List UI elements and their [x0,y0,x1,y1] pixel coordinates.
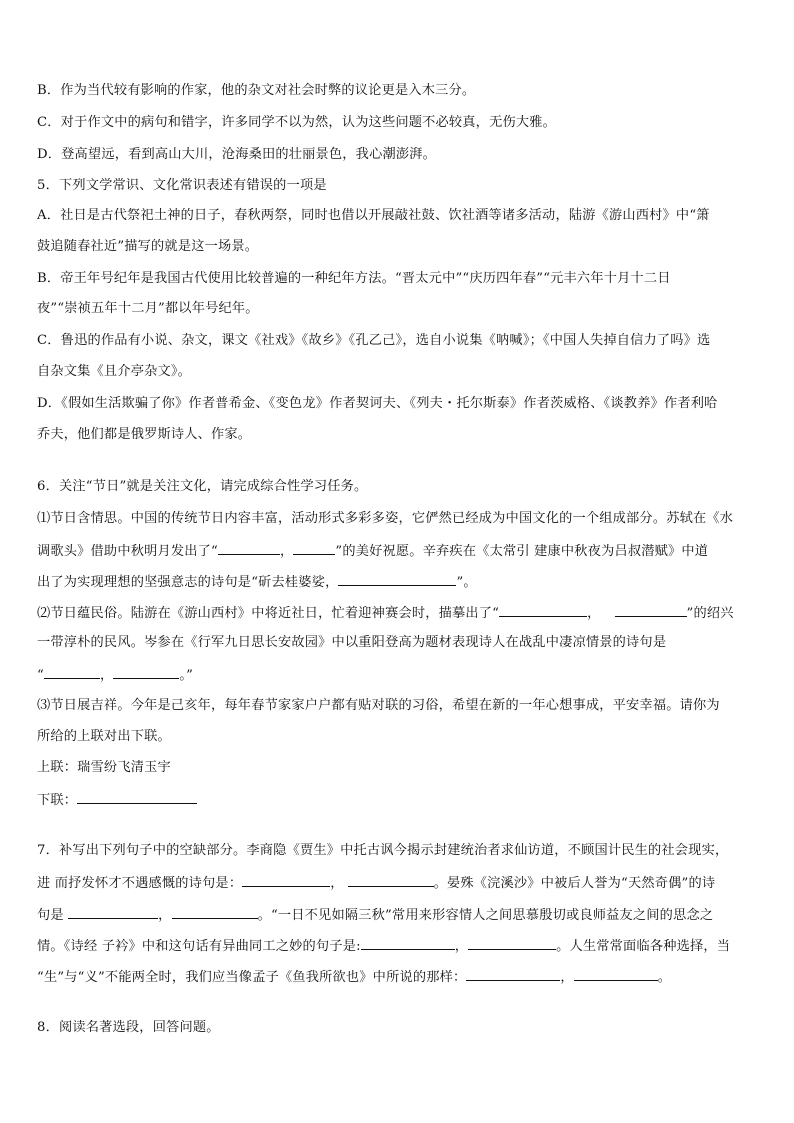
answer-blank[interactable] [293,541,335,555]
text: ⑵节日蕴民俗。陆游在《游山西村》中将近社日，忙着迎神赛会时，描摹出了“ [37,606,500,621]
q5-option-c-line2: 自杂文集《且介亭杂文》。 [37,364,192,379]
answer-blank[interactable] [338,572,456,586]
answer-blank[interactable] [615,603,687,617]
text: 。人生常常面临各种选择，当 [556,939,731,954]
text: 。晏殊《浣溪沙》中被后人誉为“天然奇偶”的诗 [433,876,716,891]
couplet-upper: 上联：瑞雪纷飞清玉宇 [37,760,171,775]
q7-line5 [37,967,759,987]
q4-option-c: C．对于作文中的病句和错字，许多同学不以为然，认为这些问题不必较真，无伤大雅。 [37,115,557,130]
q5-option-a-line1: A．社日是古代祭祀土神的日子，春秋两祭，同时也借以开展敲社鼓、饮社酒等诸多活动，陆游《游山西村》中“箫 [37,208,710,223]
answer-blank[interactable] [242,873,330,887]
text: ， [560,970,574,985]
text: ， [330,876,344,891]
text: ， [158,908,172,923]
q6-part3-line2: 所给的上联对出下联。 [37,729,171,744]
q7-line3 [37,905,759,925]
text: “生”与“义”不能两全时，我们应当像孟子《鱼我所欲也》中所说的那样： [37,970,467,985]
text: ， [454,939,469,954]
q7-line4 [37,936,759,956]
answer-blank[interactable] [218,541,280,555]
q6-part3-line1: ⑶节日展吉祥。今年是己亥年，每年春节家家户户都有贴对联的习俗，希望在新的一年心想事成，平安幸福。请你为 [37,698,720,713]
text: ， [99,668,114,683]
text: 句是 [37,908,69,923]
q5-option-d-line1: D．《假如生活欺骗了你》作者普希金、《变色龙》作者契诃夫、《列夫・托尔斯泰》作者茨威格、《谈教养》作者利哈 [37,396,718,411]
text: 出了为实现理想的坚强意志的诗句是“斫去桂婆娑， [37,575,339,590]
text: “ [37,668,44,683]
text: 进 而抒发怀才不遇感慨的诗句是： [37,876,243,891]
q6-part1-line1: ⑴节日含情思。中国的传统节日内容丰富，活动形式多彩多姿，它俨然已经成为中国文化的一个组成部分。苏轼在《水 [37,511,734,526]
q5-option-b-line2: 夜”“崇祯五年十二月”都以年号纪年。 [37,301,259,316]
answer-blank[interactable] [348,873,434,887]
answer-blank[interactable] [77,790,197,804]
q6-part2-line3 [37,665,759,685]
answer-blank[interactable] [499,603,587,617]
text: ， [279,544,294,559]
text: ”的美好祝愿。辛弃疾在《太常引 建康中秋夜为吕叔潜赋》中道 [335,544,709,559]
text: 。” [179,668,194,683]
text: ”。 [456,575,477,590]
answer-blank[interactable] [172,905,258,919]
q4-option-b: B．作为当代较有影响的作家，他的杂文对社会时弊的议论更是入木三分。 [37,83,476,98]
q8-stem: 8．阅读名著选段，回答问题。 [37,1020,220,1035]
q6-part2-line1 [37,603,759,623]
answer-blank[interactable] [113,665,179,679]
q5-option-a-line2: 鼓追随春社近”描写的就是这一场景。 [37,239,259,254]
text: 调歌头》借助中秋明月发出了“ [37,544,218,559]
answer-blank[interactable] [466,967,560,981]
q6-stem: 6．关注“节日”就是关注文化，请完成综合性学习任务。 [37,479,368,494]
text: 。 [657,970,672,985]
q6-part1-line2 [37,541,759,561]
q7-line1: 7．补写出下列句子中的空缺部分。李商隐《贾生》中托古讽今揭示封建统治者求仙访道，不顾国计民生的社会现实， [37,843,729,858]
q5-option-c-line1: C．鲁迅的作品有小说、杂文，课文《社戏》《故乡》《孔乙己》，选自小说集《呐喊》；《中国人失掉自信力了吗》选 [37,333,711,348]
answer-blank[interactable] [574,967,658,981]
couplet-lower [37,790,759,810]
text: 下联： [37,793,78,808]
text: ”的绍兴 [686,606,734,621]
text: ， [587,606,601,621]
q6-part2-line2: 一带淳朴的民风。岑参在《行军九日思长安故园》中以重阳登高为题材表现诗人在战乱中凄凉情景的诗句是 [37,635,667,650]
q7-line2 [37,873,759,893]
q5-option-b-line1: B．帝王年号纪年是我国古代使用比较普遍的一种纪年方法。“晋太元中”“庆历四年春”“元丰六年十月十二日 [37,271,671,286]
text: 情。《诗经 子衿》中和这句话有异曲同工之妙的句子是: [37,939,361,954]
q5-option-d-line2: 乔夫，他们都是俄罗斯诗人、作家。 [37,427,252,442]
answer-blank[interactable] [44,665,100,679]
q6-part1-line3 [37,572,759,592]
q4-option-d: D．登高望远，看到高山大川，沧海桑田的壮丽景色，我心潮澎湃。 [37,147,437,162]
answer-blank[interactable] [468,936,556,950]
q5-stem: 5．下列文学常识、文化常识表述有错误的一项是 [37,178,327,193]
text: 。“一日不见如隔三秋”常用来形容情人之间思慕殷切或良师益友之间的思念之 [257,908,714,923]
answer-blank[interactable] [361,936,455,950]
answer-blank[interactable] [68,905,158,919]
